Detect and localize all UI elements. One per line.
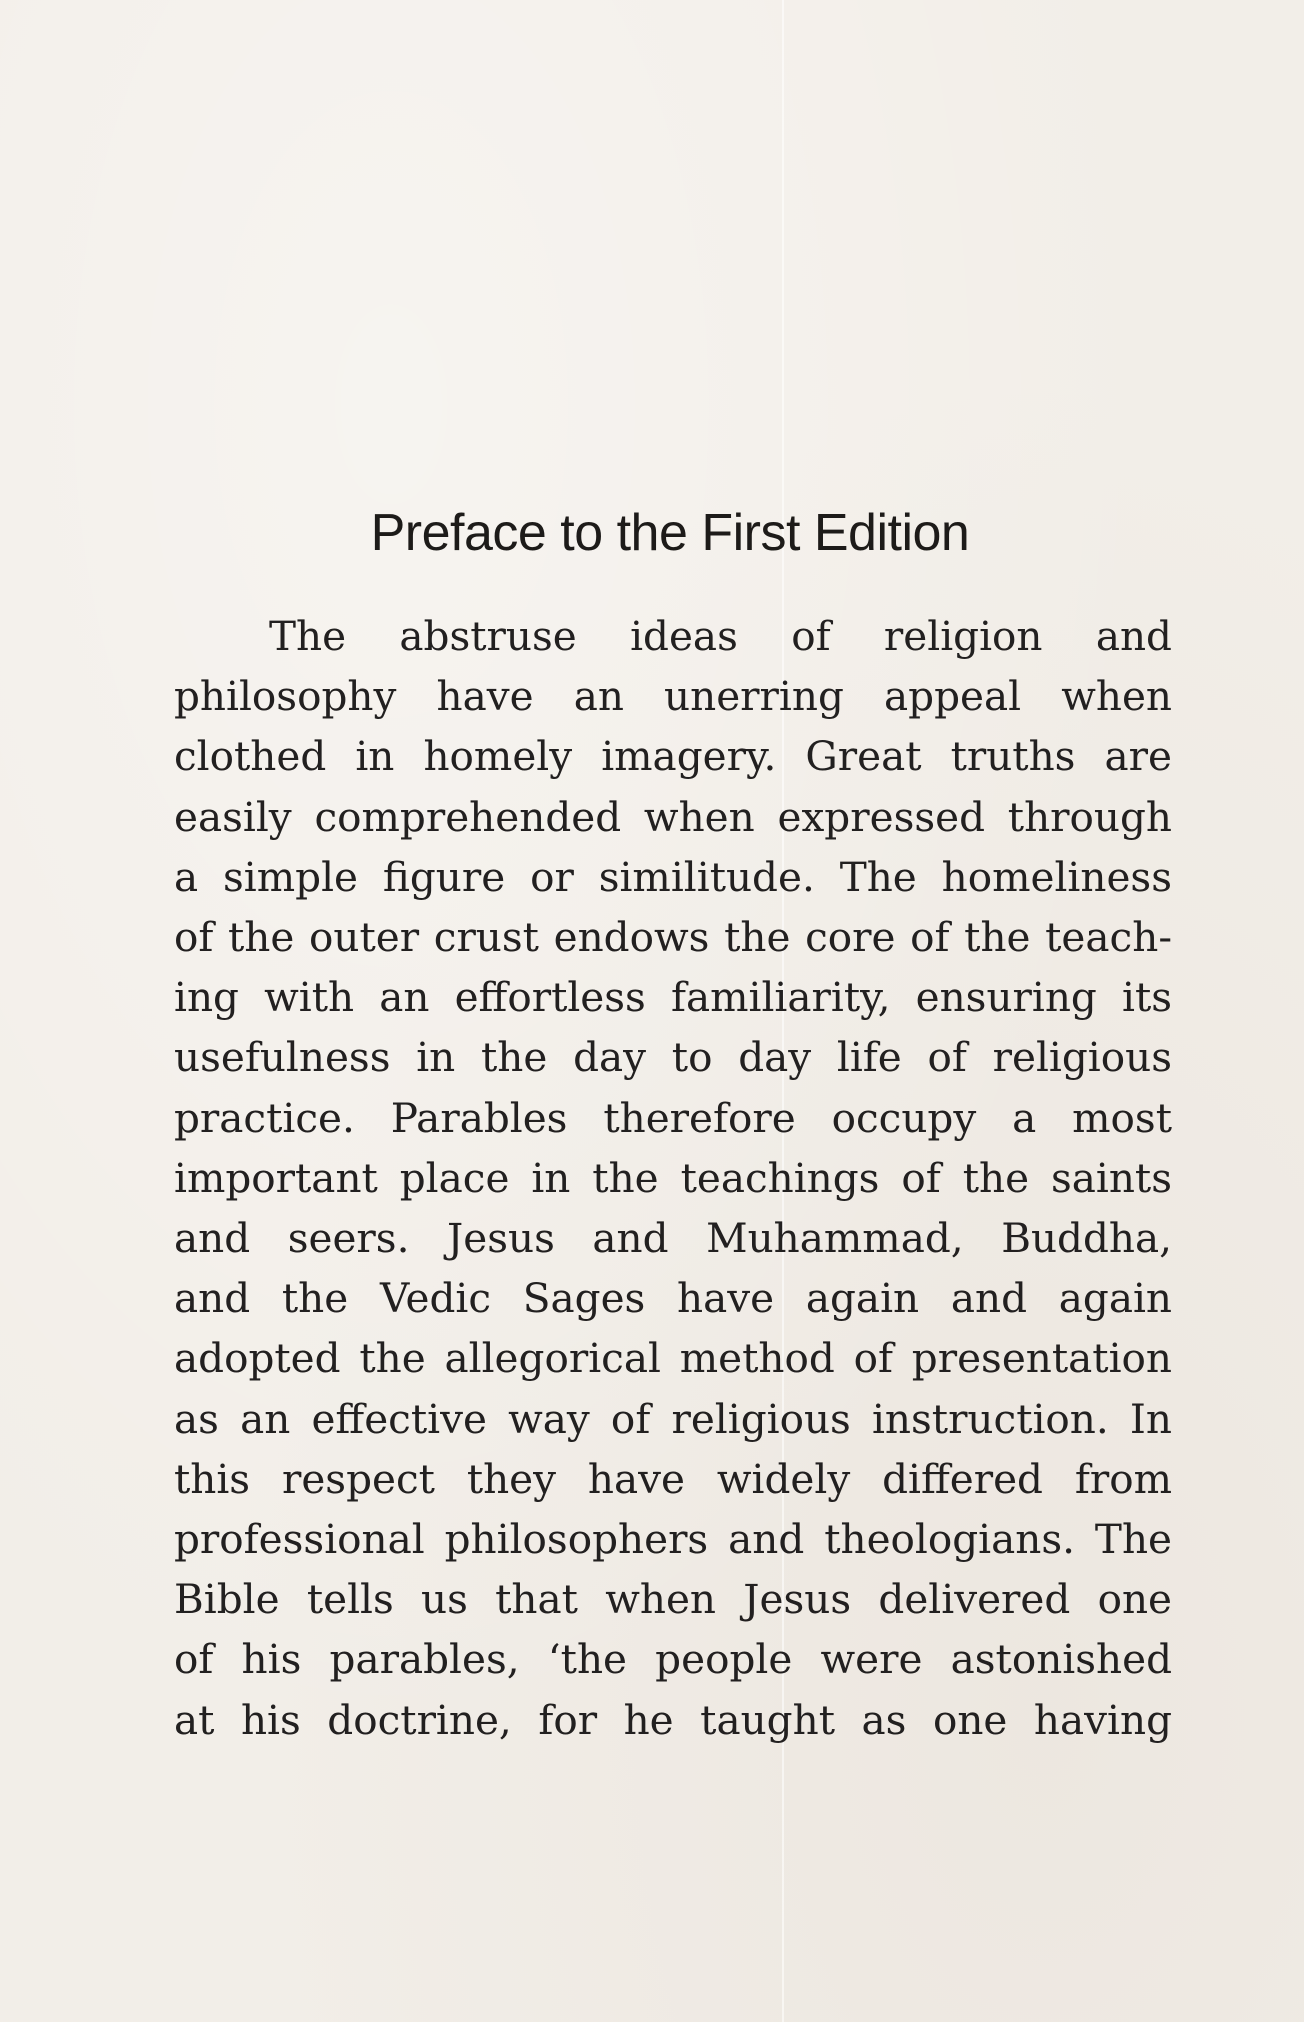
body-line: at his doctrine, for he taught as one having — [174, 1695, 1172, 1744]
page-title: Preface to the First Edition — [370, 504, 970, 562]
body-line: practice. Parables therefore occupy a most — [174, 1093, 1172, 1142]
body-line: professional philosophers and theologians. The — [174, 1515, 1172, 1564]
body-line: this respect they have widely differed from — [174, 1454, 1172, 1503]
body-line: of the outer crust endows the core of the teach- — [174, 913, 1172, 962]
body-line: Bible tells us that when Jesus delivered one — [174, 1575, 1172, 1624]
body-line: clothed in homely imagery. Great truths are — [174, 732, 1172, 781]
body-line: important place in the teachings of the saints — [174, 1153, 1172, 1202]
body-line: a simple figure or similitude. The homeliness — [174, 852, 1172, 901]
body-line: and seers. Jesus and Muhammad, Buddha, — [174, 1214, 1172, 1263]
body-line: as an effective way of religious instruction. In — [174, 1394, 1172, 1443]
body-line: and the Vedic Sages have again and again — [174, 1274, 1172, 1323]
body-line: adopted the allegorical method of presentation — [174, 1334, 1172, 1383]
body-line: The abstruse ideas of religion and — [269, 612, 1172, 660]
body-line: philosophy have an unerring appeal when — [174, 672, 1172, 721]
body-line: ing with an effortless familiarity, ensuring its — [174, 973, 1172, 1022]
preface-body — [174, 606, 1172, 1750]
body-line: of his parables, ‘the people were astonished — [174, 1635, 1172, 1684]
body-line: easily comprehended when expressed through — [174, 792, 1172, 841]
body-line: usefulness in the day to day life of religious — [174, 1033, 1172, 1082]
